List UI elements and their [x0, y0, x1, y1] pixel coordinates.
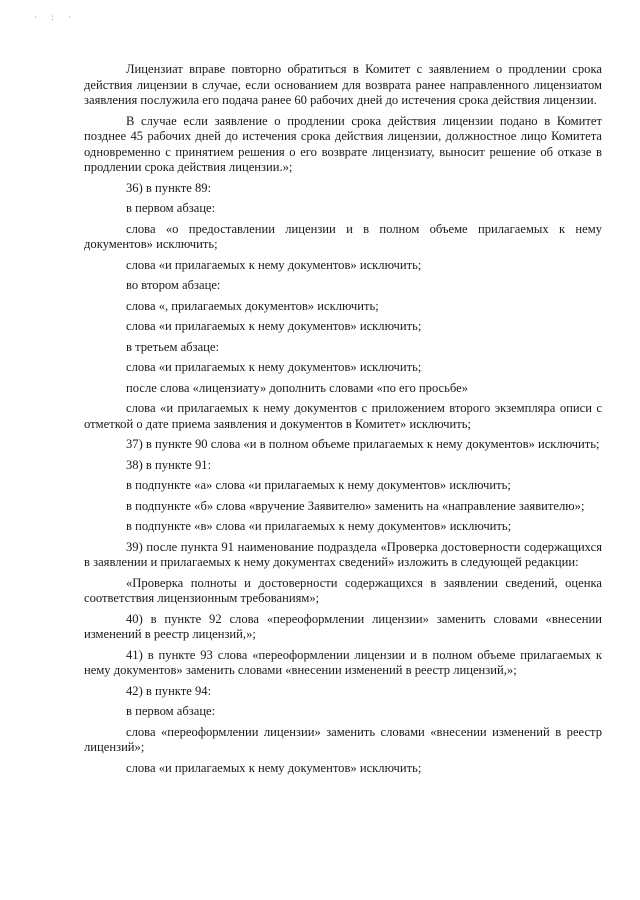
item-38-subitem-v: в подпункте «в» слова «и прилагаемых к нему документов» исключить; [126, 519, 512, 533]
document-body [84, 62, 602, 776]
item-42-heading: 42) в пункте 94: [126, 683, 212, 698]
item-40: 40) в пункте 92 слова «переоформлении лицензии» заменить словами «внесении изменений в реестр лицензий,»; [84, 611, 602, 641]
item-36-first-paragraph: в первом абзаце: [126, 201, 216, 215]
item-41: 41) в пункте 93 слова «переоформлении лицензии и в полном объеме прилагаемых к нему документов» заменить словами «внесении изменений в реестр лицензий,»; [84, 647, 602, 677]
item-38-heading: 38) в пункте 91: [126, 457, 212, 472]
item-36-words-4: слова «и прилагаемых к нему документов» исключить; [126, 319, 422, 333]
item-39: 39) после пункта 91 наименование подраздела «Проверка достоверности содержащихся в заявлении и прилагаемых к нему документах сведений» изложить в следующей редакции: [84, 539, 602, 569]
item-36-words-1: слова «о предоставлении лицензии и в полном объеме прилагаемых к нему документов» исключить; [84, 221, 602, 251]
item-36-words-2: слова «и прилагаемых к нему документов» исключить; [126, 257, 422, 272]
paragraph-late-application: В случае если заявление о продлении срока действия лицензии подано в Комитет позднее 45 рабочих дней до истечения срока действия лицензии, должностное лицо Комитета одновременно с принятием решения о его возврате лицензиату, выносит решение об отказе в продлении срока действия лицензии.»; [84, 113, 602, 174]
item-36-words-5: слова «и прилагаемых к нему документов» исключить; [126, 360, 422, 374]
item-39-new-title: «Проверка полноты и достоверности содержащихся в заявлении сведений, оценка соответствия лицензионным требованиям»; [84, 575, 602, 605]
item-38-subitem-a: в подпункте «а» слова «и прилагаемых к нему документов» исключить; [126, 478, 511, 492]
item-36-add-words: после слова «лицензиату» дополнить словами «по его просьбе» [126, 380, 469, 395]
item-36-heading: 36) в пункте 89: [126, 180, 212, 195]
item-42-words-2: слова «и прилагаемых к нему документов» исключить; [126, 760, 422, 775]
scan-artifact-marks: · : · [34, 12, 77, 22]
item-42-first-paragraph: в первом абзаце: [126, 704, 216, 718]
item-36-words-3: слова «, прилагаемых документов» исключить; [126, 298, 379, 313]
item-36-words-6: слова «и прилагаемых к нему документов с приложением второго экземпляра описи с отметкой о дате приема заявления и документов в Комитет» исключить; [84, 401, 602, 431]
item-37: 37) в пункте 90 слова «и в полном объеме прилагаемых к нему документов» исключить; [126, 437, 600, 451]
item-38-subitem-b: в подпункте «б» слова «вручение Заявителю» заменить на «направление заявителю»; [126, 498, 585, 513]
item-42-words-1: слова «переоформлении лицензии» заменить словами «внесении изменений в реестр лицензий»; [84, 724, 602, 754]
item-36-second-paragraph: во втором абзаце: [126, 278, 221, 292]
item-36-third-paragraph: в третьем абзаце: [126, 339, 219, 354]
paragraph-licensee-reapply: Лицензиат вправе повторно обратиться в Комитет с заявлением о продлении срока действия лицензии в случае, если основанием для возврата ранее направленного лицензиатом заявления послужила его подача ранее 60 рабочих дней до истечения срока действия лицензии. [84, 62, 602, 107]
